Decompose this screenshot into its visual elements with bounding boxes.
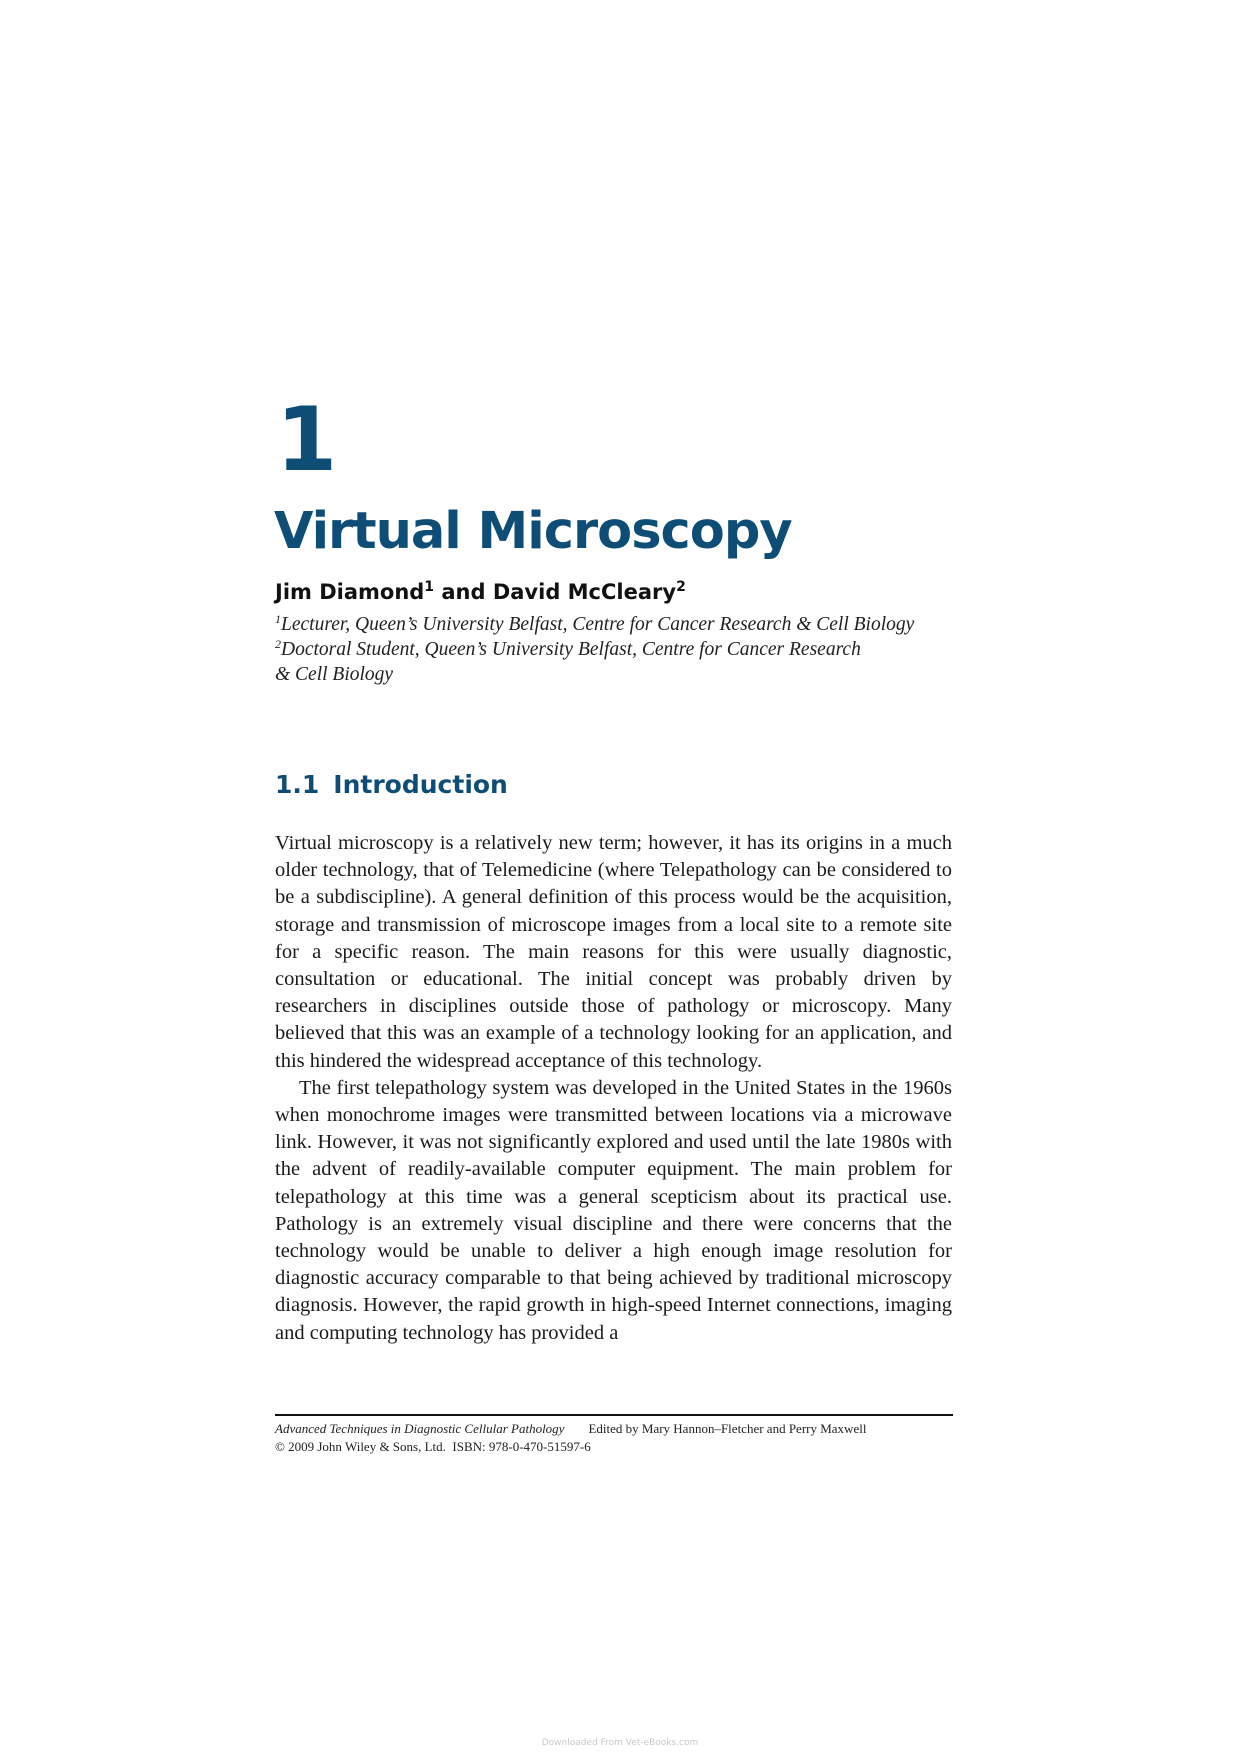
author-affiliation-mark: 1 [424, 579, 435, 595]
book-title: Advanced Techniques in Diagnostic Cellular Pathology [275, 1421, 565, 1436]
author-affiliation-mark: 2 [676, 579, 686, 595]
author-conjunction: and [434, 580, 493, 604]
paragraph: The first telepathology system was developed in the United States in the 1960s when monochrome images were transmitted between locations via a microwave link. However, it was not significantly explored and used until the late 1980s with the advent of readily-available computer equipment. The main problem for telepathology at this time was a general scepticism about its practical use. Pathology is an extremely visual discipline and there were concerns that the technology would be unable to deliver a high enough image resolution for diagnostic accuracy comparable to that being achieved by traditional microscopy diagnosis. However, the rapid growth in high-speed Internet connections, imaging and computing technology has provided a [275, 1076, 952, 1344]
paragraph: Virtual microscopy is a relatively new term; however, it has its origins in a much older technology, that of Telemedicine (where Telepathology can be considered to be a subdiscipline). A general definition of this process would be the acquisition, storage and transmission of microscope images from a local site to a remote site for a specific reason. The main reasons for this were usually diagnostic, consultation or educational. The initial concept was probably driven by researchers in disciplines outside those of pathology or microscopy. Many believed that this was an example of a technology looking for an application, and this hindered the widespread acceptance of this technology. [275, 832, 952, 1072]
section-heading [275, 768, 508, 802]
author-name: David McCleary [492, 580, 677, 604]
affiliation-line [275, 637, 955, 662]
affiliation-line [275, 612, 955, 637]
footer-row [275, 1438, 965, 1456]
author-line [275, 577, 686, 607]
footer-row [275, 1420, 965, 1438]
body-text [275, 830, 952, 1347]
affiliation-mark: 1 [275, 612, 281, 626]
author-name: Jim Diamond [275, 580, 425, 604]
section-number: 1.1 [275, 770, 320, 799]
affiliation-line [275, 662, 955, 687]
affiliations [275, 612, 955, 687]
book-editors: Edited by Mary Hannon–Fletcher and Perry Maxwell [588, 1421, 867, 1436]
download-watermark: Downloaded From Vet-eBooks.com [541, 1738, 699, 1748]
footer [275, 1420, 965, 1456]
chapter-title: Virtual Microscopy [274, 502, 792, 561]
footer-divider [275, 1414, 953, 1416]
section-title: Introduction [333, 770, 508, 799]
affiliation-mark: 2 [275, 637, 281, 651]
affiliation-text: Doctoral Student, Queen’s University Belfast, Centre for Cancer Research [281, 639, 861, 660]
affiliation-text: & Cell Biology [275, 664, 394, 685]
chapter-number: 1 [276, 388, 336, 491]
copyright-text: © 2009 John Wiley & Sons, Ltd. ISBN: 978-0-470-51597-6 [275, 1439, 591, 1454]
affiliation-text: Lecturer, Queen’s University Belfast, Centre for Cancer Research & Cell Biology [281, 614, 915, 635]
